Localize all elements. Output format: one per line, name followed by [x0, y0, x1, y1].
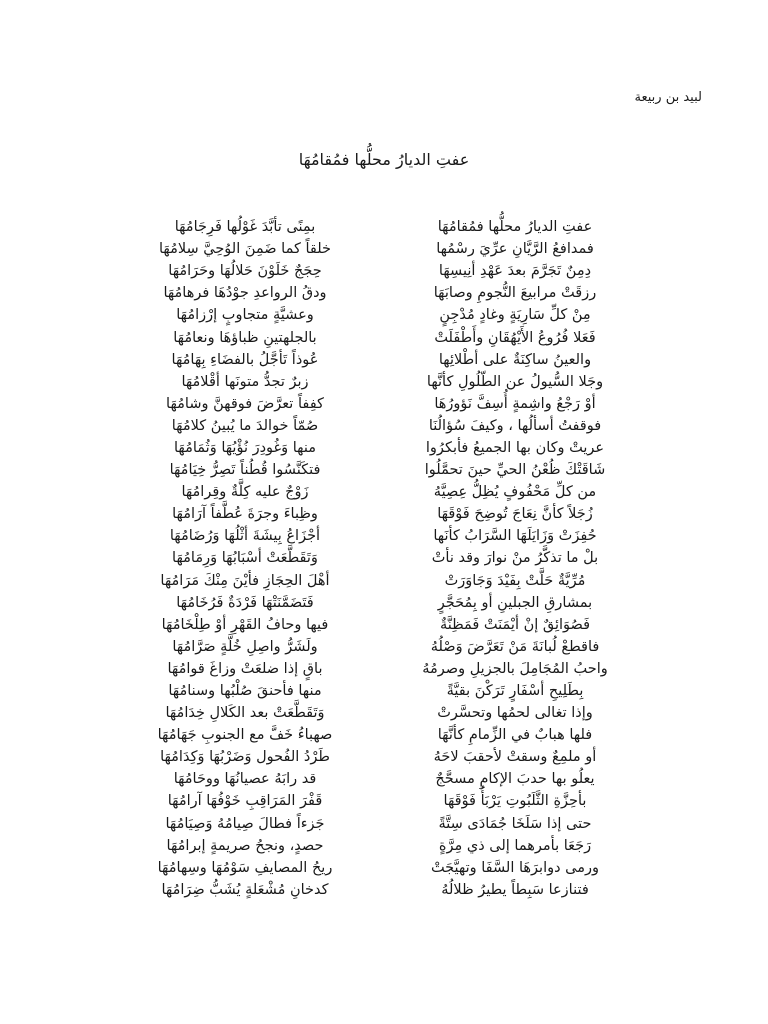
verse-line	[110, 437, 650, 459]
verse-line	[110, 746, 650, 768]
verse-second-hemistich: كدخانِ مُشْعَلةٍ يُشَبُّ ضِرَامُهَا	[161, 881, 329, 898]
verse-second-hemistich: باقٍ إذا ضلعَتْ وزاغَ قوامُهَا	[167, 660, 323, 677]
verse-second-hemistich: زَوْجٌ عليه كِلَّةٌ وقِرامُهَا	[181, 484, 309, 501]
verse-line	[110, 260, 650, 282]
verse-line	[110, 680, 650, 702]
verse-second-hemistich: عُوذاً تَأجَّلُ بالفضَاءِ بِهَامُهَا	[171, 351, 319, 368]
verse-line	[110, 393, 650, 415]
verse-line	[110, 768, 650, 790]
verse-first-hemistich: أوْ رَجْعُ واشِمةٍ أُسِفَّ نَؤورُهَا	[434, 395, 596, 412]
verse-first-hemistich: فلها هبابٌ في الزِّمامِ كأنَّهَا	[437, 727, 593, 744]
verse-first-hemistich: فَعَلا فُرُوعُ الأَيْهُقَانِ وأَطْفَلَتْ	[434, 329, 596, 346]
verse-second-hemistich: منها فأحنقَ صُلْبُها وسنامُهَا	[168, 683, 322, 700]
verse-line	[110, 503, 650, 525]
verse-second-hemistich: حِجَجٌ خَلَوْنَ حَلالُهَا وحَرَامُهَا	[168, 263, 322, 280]
verse-second-hemistich: قد رابَهُ عصيانُهَا ووحَامُهَا	[173, 771, 317, 788]
verse-first-hemistich: رَجَعَا بأمرهما إلى ذي مِرَّةٍ	[438, 837, 592, 854]
verse-line	[110, 481, 650, 503]
verse-first-hemistich: يعلُو بها حدبَ الإكامِ مسحَّجٌ	[435, 771, 595, 788]
verse-line	[110, 371, 650, 393]
verse-second-hemistich: بالجلهتينِ ظباؤهَا ونعامُهَا	[173, 329, 317, 346]
verse-second-hemistich: وعشيَّةٍ متجاوبٍ إرْزامُهَا	[176, 307, 314, 324]
verse-first-hemistich: واحبُ المُجَامِلَ بالجزيلِ وصرمُهُ	[422, 660, 608, 677]
verse-first-hemistich: وجَلا السُّيولُ عن الطّلُولِ كأنَّها	[426, 373, 604, 390]
verse-line	[110, 857, 650, 879]
verse-line	[110, 813, 650, 835]
verse-second-hemistich: وظِباءَ وجرَةَ عُطَّفاً آرَامُهَا	[172, 506, 318, 523]
verse-line	[110, 282, 650, 304]
verse-first-hemistich: شَاقَتْكَ ظُعْنُ الحيِّ حينَ تحمَّلُوا	[424, 462, 606, 479]
verse-second-hemistich: فَتَضَمَّنَتْهَا فَرْدَةٌ فَرُخَامُهَا	[176, 594, 314, 611]
verse-line	[110, 592, 650, 614]
verse-first-hemistich: مِنْ كلِّ سَارِيَةٍ وغادٍ مُدْجِنٍ	[439, 307, 591, 324]
verse-first-hemistich: فاقطعْ لُبانَةَ مَنْ تَعَرَّضَ وَصْلُهُ	[430, 638, 600, 655]
verse-first-hemistich: حُفِزَتْ وَزَايَلَهَا السَّرَابُ كأنَها	[433, 528, 597, 545]
verse-first-hemistich: عفتِ الديارُ محلُّها فمُقامُهَا	[437, 219, 593, 236]
verse-line	[110, 547, 650, 569]
verse-second-hemistich: وَتَقَطَّعَتْ أسْبَابُهَا وَرِمَامُهَا	[172, 550, 318, 567]
verse-first-hemistich: أو ملمِعٌ وسقتْ لأحقبَ لاحَهُ	[433, 749, 597, 766]
verse-second-hemistich: حصدٍ، ونجحُ صريمةٍ إبرامُهَا	[166, 837, 324, 854]
verse-second-hemistich: صُمّاً خوالدَ ما يُبينُ كلامُهَا	[171, 417, 319, 434]
verse-first-hemistich: من كلِّ مَحْفُوفٍ يُظِلُّ عِصِيَّهُ	[433, 484, 597, 501]
verse-line	[110, 238, 650, 260]
verse-line	[110, 570, 650, 592]
verse-first-hemistich: زُجَلاً كأنَّ نِعَاجَ تُوضِحَ فَوْقَهَا	[437, 506, 593, 523]
verse-first-hemistich: ورمى دوابرَهَا السَّفَا وتهيَّجَتْ	[430, 859, 600, 876]
poet-name: لبيد بن ربيعة	[634, 90, 702, 105]
verse-line	[110, 790, 650, 812]
verse-line	[110, 525, 650, 547]
verse-second-hemistich: أجْزَاعُ بِيشَةَ أثْلُهَا وَرُضَامُهَا	[169, 528, 321, 545]
verse-second-hemistich: قَفْرَ المَرَاقِبِ خَوْفُهَا آرامُهَا	[167, 793, 323, 810]
verse-second-hemistich: منها وَغُودِرَ نُؤْيُهَا وَثُمَامُهَا	[174, 439, 316, 456]
verse-second-hemistich: فتكَنَّسُوا قُطُناً تَصِرُّ خِيَامُهَا	[169, 462, 321, 479]
verse-line	[110, 415, 650, 437]
verse-first-hemistich: عريتْ وكان بها الجميعُ فأبكرُوا	[425, 439, 605, 456]
verse-line	[110, 702, 650, 724]
verse-second-hemistich: فيها وحافُ القَهْرِ أوْ طِلْخَامُهَا	[161, 616, 329, 633]
verse-first-hemistich: فَصُوَائِقٌ إنْ أيْمَنَتْ فَمَظِنَّةٌ	[439, 616, 591, 633]
verse-first-hemistich: والعينُ ساكِنَةٌ على أطْلائِها	[438, 351, 592, 368]
verse-first-hemistich: رزقَتْ مرابيعَ النُّجومِ وصابَهَا	[433, 285, 597, 302]
verse-second-hemistich: خلقاً كما ضَمِنَ الوُحِيَّ سِلامُهَا	[158, 241, 332, 258]
poem-title: عفتِ الديارُ محلُّها فمُقامُهَا	[298, 150, 470, 169]
verse-second-hemistich: صهباءُ خَفَّ مع الجنوبِ جَهَامُهَا	[157, 727, 333, 744]
verse-second-hemistich: ودقُ الرواعدِ جوْدُهَا فرهامُهَا	[163, 285, 327, 302]
verse-first-hemistich: مُرِّيَّةٌ حَلَّتْ بِفَيْدَ وَجَاوَرَتْ	[444, 572, 586, 589]
verse-second-hemistich: طَرْدُ الفُحول وَضَرْبُهَا وَكِدَامُهَا	[160, 749, 330, 766]
verse-first-hemistich: بلْ ما تذكَّرُ منْ نوارَ وقد نأتْ	[431, 550, 599, 567]
verse-first-hemistich: بمشارقِ الجبلينِ أو بِمُحَجَّرٍ	[437, 594, 593, 611]
verse-line	[110, 216, 650, 238]
verse-line	[110, 459, 650, 481]
verse-second-hemistich: وَتَقَطَّعَتْ بعد الكَلالِ خِدَامُهَا	[165, 705, 325, 722]
verse-first-hemistich: حتى إذا سَلَخَا جُمَادَى سِتَّةً	[438, 815, 592, 832]
verse-line	[110, 304, 650, 326]
verse-line	[110, 614, 650, 636]
verse-line	[110, 879, 650, 901]
verse-line	[110, 658, 650, 680]
verse-second-hemistich: زبرٌ تجدُّ متونَها أقْلامُهَا	[181, 373, 309, 390]
verse-second-hemistich: أهْلَ الحِجَازِ فأيْنَ مِنْكَ مَرَامُهَا	[160, 572, 330, 589]
verse-first-hemistich: بِطَلِيحِ أسْفَارٍ تَرَكْنَ بقيَّةً	[446, 683, 584, 700]
verse-line	[110, 349, 650, 371]
verse-line	[110, 835, 650, 857]
verse-first-hemistich: دِمِنٌ تَجَرَّمَ بعدَ عَهْدِ أنِيسِهَا	[438, 263, 592, 280]
verse-first-hemistich: وإذا تغالى لحمُها وتحسَّرتْ	[437, 705, 593, 722]
verse-second-hemistich: ولَشَرُّ واصِلِ خُلَّةٍ صَرَّامُهَا	[172, 638, 318, 655]
verse-line	[110, 636, 650, 658]
verse-first-hemistich: فتنازعا سَبِطاً يطيرُ ظلالُهُ	[441, 881, 589, 898]
poem-verses	[110, 216, 650, 901]
verse-first-hemistich: بأحِزَّةِ الثَّلَبُوتِ يَرْبَأُ فَوْقَهَا	[443, 793, 587, 810]
verse-second-hemistich: جَزءاً فطالَ صِيامُهُ وَصِيَامُهَا	[165, 815, 325, 832]
verse-second-hemistich: ريحُ المصايفِ سَوْمُهَا وسِهامُهَا	[157, 859, 333, 876]
verse-second-hemistich: كفِفاً تعرَّضَ فوقهنَّ وشامُهَا	[166, 395, 324, 412]
verse-first-hemistich: فمدافعُ الرَّيَّانِ عرِّيَ رسْمُها	[436, 241, 594, 258]
verse-second-hemistich: بمِنًى تأبَّدَ غَوْلُها فَرِجَامُهَا	[174, 219, 316, 236]
verse-line	[110, 326, 650, 348]
verse-line	[110, 724, 650, 746]
verse-first-hemistich: فوقفتُ أسألُها ، وكيفَ سُؤالُنَا	[428, 417, 602, 434]
